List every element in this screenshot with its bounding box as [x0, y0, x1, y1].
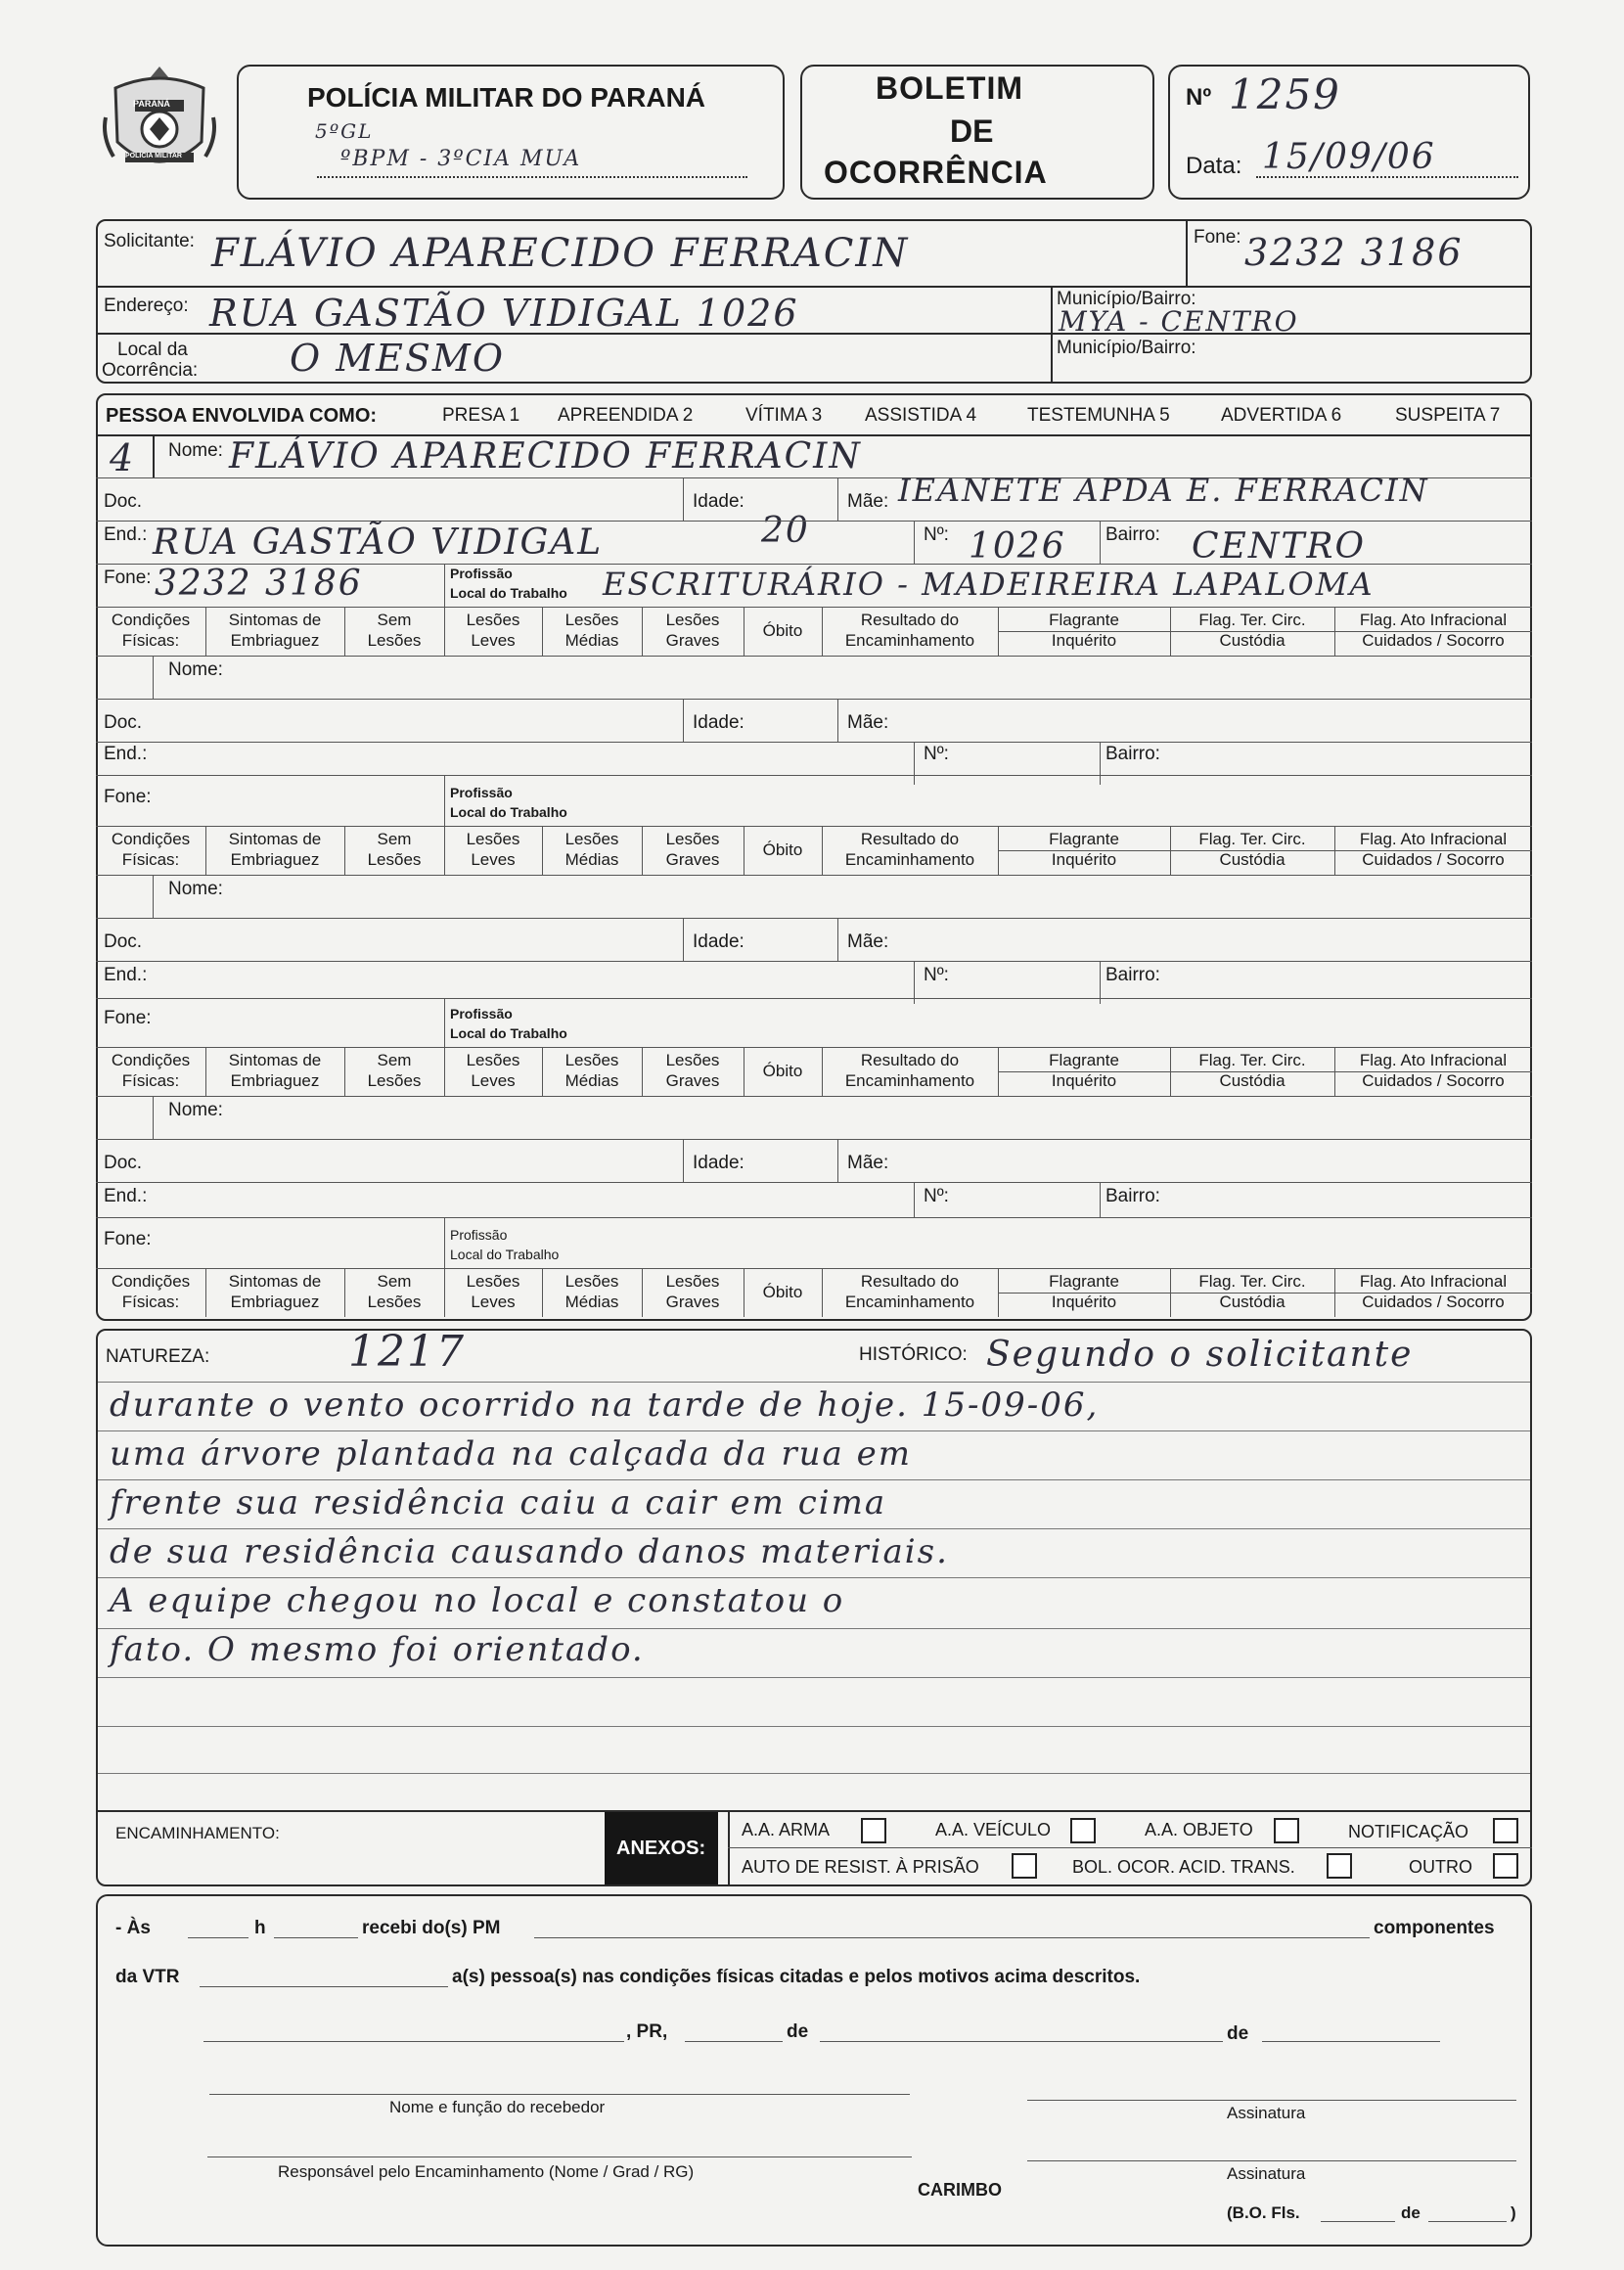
sem-lesoes-label: Sem — [377, 1272, 412, 1291]
lesoes-leves-cell — [444, 610, 542, 651]
flagrante-inquerito-cell — [998, 1050, 1170, 1091]
role-advertida: ADVERTIDA 6 — [1221, 405, 1342, 426]
person3-fone-label: Fone: — [104, 1008, 152, 1028]
person2-doc-label: Doc. — [104, 712, 143, 733]
resultado-encaminhamento-label: Resultado do — [860, 1051, 960, 1069]
person4-nome-label: Nome: — [168, 1100, 223, 1120]
historico-line-6: fato. O mesmo foi orientado. — [110, 1630, 645, 1669]
lesoes-graves-label-2: Graves — [665, 1071, 720, 1090]
person4-profissao-label: Profissão — [450, 1227, 508, 1243]
lesoes-graves-cell — [642, 610, 744, 651]
role-apreendida: APREENDIDA 2 — [558, 405, 694, 426]
condicoes-fisicas-label-2: Físicas: — [121, 1293, 180, 1311]
person3-nome-label: Nome: — [168, 879, 223, 899]
sem-lesoes-label: Sem — [377, 830, 412, 848]
person4-mae-label: Mãe: — [847, 1153, 889, 1173]
receipt-pr: , PR, — [626, 2021, 668, 2042]
person3-end-label: End.: — [104, 965, 148, 985]
condicoes-fisicas-label-2: Físicas: — [121, 1071, 180, 1090]
sem-lesoes-cell — [344, 1271, 444, 1312]
receipt-assinatura1: Assinatura — [1227, 2104, 1306, 2122]
resultado-encaminhamento-label: Resultado do — [860, 1272, 960, 1291]
condicoes-fisicas-label: Condições — [111, 830, 191, 848]
local-value: O MESMO — [290, 337, 505, 380]
lesoes-medias-label-2: Médias — [564, 850, 619, 869]
sem-lesoes-label-2: Lesões — [367, 850, 422, 869]
obito-cell — [744, 620, 822, 641]
unit-handwritten-2: ºBPM - 3ºCIA MUA — [340, 147, 582, 171]
person1-numero-label: Nº: — [924, 524, 949, 545]
flag-ato-cuidados-cell — [1334, 1271, 1532, 1312]
condicoes-fisicas-label: Condições — [111, 1272, 191, 1291]
lesoes-leves-label: Lesões — [466, 1272, 520, 1291]
historico-line-1: durante o vento ocorrido na tarde de hoje. 15-09-06, — [110, 1385, 1100, 1425]
anexo-notificacao-checkbox[interactable] — [1493, 1818, 1518, 1843]
sem-lesoes-label: Sem — [377, 1051, 412, 1069]
resultado-encaminhamento-cell — [822, 1050, 998, 1091]
flagrante-inquerito-label: Flagrante — [1049, 830, 1119, 848]
historico-line-2: uma árvore plantada na calçada da rua em — [110, 1434, 912, 1474]
lesoes-graves-label: Lesões — [665, 830, 720, 848]
person4-end-label: End.: — [104, 1186, 148, 1206]
lesoes-medias-cell — [542, 610, 642, 651]
solicitante-label: Solicitante: — [104, 231, 195, 251]
anexo-arma-label: A.A. ARMA — [742, 1820, 831, 1839]
lesoes-medias-cell — [542, 1050, 642, 1091]
condicoes-fisicas-cell — [96, 1271, 205, 1312]
person1-profissao-label: Profissão — [450, 566, 513, 581]
lesoes-medias-label: Lesões — [564, 830, 619, 848]
lesoes-leves-label-2: Leves — [471, 1293, 516, 1311]
flagrante-inquerito-label: Flagrante — [1049, 1272, 1119, 1291]
sem-lesoes-cell — [344, 610, 444, 651]
person2-local-trabalho-label: Local do Trabalho — [450, 804, 567, 820]
person3-numero-label: Nº: — [924, 965, 949, 985]
municipio-value: MYA - CENTRO — [1059, 305, 1299, 338]
receipt-da-vtr: da VTR — [115, 1967, 180, 1987]
condicoes-fisicas-cell — [96, 829, 205, 870]
flag-ato-cuidados-label-2: Cuidados / Socorro — [1362, 1293, 1505, 1311]
sintomas-embriaguez-cell — [205, 610, 344, 651]
receipt-bo-close: ) — [1511, 2203, 1516, 2222]
obito-cell — [744, 1061, 822, 1081]
resultado-encaminhamento-cell — [822, 1271, 998, 1312]
natureza-label: NATUREZA: — [106, 1346, 210, 1367]
role-vitima: VÍTIMA 3 — [745, 405, 823, 426]
flagrante-inquerito-label: Flagrante — [1049, 1051, 1119, 1069]
flag-ter-custodia-cell — [1170, 1271, 1334, 1312]
doc-title-1: BOLETIM — [876, 70, 1023, 106]
condicoes-fisicas-cell — [96, 610, 205, 651]
receipt-recebi: recebi do(s) PM — [362, 1918, 501, 1938]
person4-numero-label: Nº: — [924, 1186, 949, 1206]
person1-nome-value: FLÁVIO APARECIDO FERRACIN — [229, 436, 862, 477]
lesoes-leves-cell — [444, 1271, 542, 1312]
date-value: 15/09/06 — [1262, 137, 1436, 177]
anexos-title: ANEXOS: — [616, 1838, 706, 1859]
person2-nome-label: Nome: — [168, 659, 223, 680]
flagrante-inquerito-cell — [998, 610, 1170, 651]
obito-label: Óbito — [762, 621, 803, 640]
anexo-notificacao-label: NOTIFICAÇÃO — [1348, 1822, 1469, 1841]
endereco-label: Endereço: — [104, 295, 189, 316]
person1-bairro-label: Bairro: — [1105, 524, 1160, 545]
person1-local-trabalho-label: Local do Trabalho — [450, 585, 567, 601]
flagrante-inquerito-label: Flagrante — [1049, 611, 1119, 629]
solicitante-fone-label: Fone: — [1194, 227, 1241, 248]
receipt-bo-fls: (B.O. Fls. — [1227, 2203, 1300, 2222]
person4-idade-label: Idade: — [693, 1153, 744, 1173]
anexo-outro-checkbox[interactable] — [1493, 1853, 1518, 1879]
receipt-box — [96, 1894, 1532, 2247]
person2-bairro-label: Bairro: — [1105, 744, 1160, 764]
resultado-encaminhamento-cell — [822, 610, 998, 651]
sem-lesoes-label-2: Lesões — [367, 1071, 422, 1090]
seal-top-text: PARANÁ — [133, 99, 170, 109]
condicoes-fisicas-cell — [96, 1050, 205, 1091]
person1-code: 4 — [110, 436, 136, 479]
lesoes-leves-label-2: Leves — [471, 631, 516, 650]
obito-cell — [744, 1282, 822, 1302]
receipt-carimbo: CARIMBO — [918, 2180, 1002, 2200]
person4-doc-label: Doc. — [104, 1153, 143, 1173]
endereco-value: RUA GASTÃO VIDIGAL 1026 — [209, 292, 799, 335]
sintomas-embriaguez-cell — [205, 1271, 344, 1312]
lesoes-medias-label-2: Médias — [564, 1293, 619, 1311]
flag-ter-custodia-label: Flag. Ter. Circ. — [1198, 1051, 1306, 1069]
receipt-componentes: componentes — [1374, 1918, 1495, 1938]
resultado-encaminhamento-label-2: Encaminhamento — [844, 1071, 975, 1090]
resultado-encaminhamento-label-2: Encaminhamento — [844, 850, 975, 869]
person3-doc-label: Doc. — [104, 931, 143, 952]
historico-line-4: de sua residência causando danos materiais. — [110, 1532, 949, 1571]
condicoes-fisicas-label-2: Físicas: — [121, 850, 180, 869]
receipt-assinatura2: Assinatura — [1227, 2164, 1306, 2183]
person2-profissao-label: Profissão — [450, 785, 513, 800]
obito-label: Óbito — [762, 1062, 803, 1080]
person1-fone-label: Fone: — [104, 568, 152, 588]
person1-numero-value: 1026 — [969, 526, 1066, 567]
solicitante-value: FLÁVIO APARECIDO FERRACIN — [211, 231, 910, 276]
sintomas-embriaguez-label-2: Embriaguez — [230, 631, 320, 650]
person1-nome-label: Nome: — [168, 440, 223, 461]
person2-fone-label: Fone: — [104, 787, 152, 807]
resultado-encaminhamento-label: Resultado do — [860, 611, 960, 629]
sem-lesoes-label: Sem — [377, 611, 412, 629]
role-suspeita: SUSPEITA 7 — [1395, 405, 1501, 426]
anexo-bol-ocor-label: BOL. OCOR. ACID. TRANS. — [1072, 1857, 1295, 1877]
receipt-h: h — [254, 1918, 266, 1938]
sem-lesoes-cell — [344, 829, 444, 870]
person1-end-value: RUA GASTÃO VIDIGAL — [153, 522, 604, 563]
condicoes-fisicas-label: Condições — [111, 1051, 191, 1069]
flag-ter-custodia-cell — [1170, 610, 1334, 651]
sintomas-embriaguez-label-2: Embriaguez — [230, 1293, 320, 1311]
resultado-encaminhamento-label: Resultado do — [860, 830, 960, 848]
anexo-objeto-label: A.A. OBJETO — [1145, 1820, 1253, 1839]
receipt-de2: de — [1227, 2023, 1249, 2044]
anexo-veiculo-checkbox[interactable] — [1070, 1818, 1096, 1843]
lesoes-graves-cell — [642, 829, 744, 870]
flag-ter-custodia-label: Flag. Ter. Circ. — [1198, 1272, 1306, 1291]
flagrante-inquerito-cell — [998, 1271, 1170, 1312]
solicitante-fone-value: 3232 3186 — [1244, 231, 1464, 274]
lesoes-graves-label-2: Graves — [665, 1293, 720, 1311]
anexo-objeto-checkbox[interactable] — [1274, 1818, 1299, 1843]
sintomas-embriaguez-label: Sintomas de — [228, 1051, 322, 1069]
sem-lesoes-cell — [344, 1050, 444, 1091]
flag-ato-cuidados-label-2: Cuidados / Socorro — [1362, 850, 1505, 869]
lesoes-graves-label: Lesões — [665, 1272, 720, 1291]
lesoes-medias-label-2: Médias — [564, 1071, 619, 1090]
resultado-encaminhamento-label-2: Encaminhamento — [844, 1293, 975, 1311]
person1-bairro-value: CENTRO — [1192, 526, 1366, 567]
municipio2-label: Município/Bairro: — [1057, 338, 1196, 358]
flag-ter-custodia-label-2: Custódia — [1219, 850, 1286, 869]
number-value: 1259 — [1229, 70, 1341, 118]
number-label: Nº — [1186, 84, 1212, 111]
sintomas-embriaguez-label: Sintomas de — [228, 830, 322, 848]
lesoes-medias-label-2: Médias — [564, 631, 619, 650]
lesoes-leves-cell — [444, 1050, 542, 1091]
sintomas-embriaguez-cell — [205, 1050, 344, 1091]
role-assistida: ASSISTIDA 4 — [865, 405, 977, 426]
role-testemunha: TESTEMUNHA 5 — [1027, 405, 1170, 426]
anexo-outro-label: OUTRO — [1409, 1857, 1472, 1877]
lesoes-graves-cell — [642, 1050, 744, 1091]
lesoes-graves-label: Lesões — [665, 611, 720, 629]
person1-mae-value: IEANETE APDA E. FERRACIN — [898, 472, 1429, 509]
lesoes-leves-label: Lesões — [466, 830, 520, 848]
pessoa-title: PESSOA ENVOLVIDA COMO: — [106, 405, 378, 427]
natureza-value: 1217 — [348, 1327, 466, 1377]
person1-end-label: End.: — [104, 524, 148, 545]
historico-first: Segundo o solicitante — [986, 1335, 1414, 1375]
flag-ato-cuidados-label: Flag. Ato Infracional — [1359, 611, 1508, 629]
person1-doc-label: Doc. — [104, 491, 143, 512]
sem-lesoes-label-2: Lesões — [367, 631, 422, 650]
flag-ter-custodia-label-2: Custódia — [1219, 1071, 1286, 1090]
lesoes-leves-cell — [444, 829, 542, 870]
anexo-veiculo-label: A.A. VEÍCULO — [935, 1820, 1052, 1839]
receipt-responsavel: Responsável pelo Encaminhamento (Nome / Grad / RG) — [278, 2162, 695, 2181]
flag-ato-cuidados-label-2: Cuidados / Socorro — [1362, 631, 1505, 650]
sintomas-embriaguez-label: Sintomas de — [228, 611, 322, 629]
person3-profissao-label: Profissão — [450, 1006, 513, 1022]
flag-ter-custodia-label-2: Custódia — [1219, 631, 1286, 650]
flag-ter-custodia-label-2: Custódia — [1219, 1293, 1286, 1311]
receipt-nome-funcao: Nome e função do recebedor — [389, 2098, 606, 2116]
obito-label: Óbito — [762, 840, 803, 859]
anexo-auto-resist-label: AUTO DE RESIST. À PRISÃO — [742, 1857, 979, 1877]
lesoes-medias-cell — [542, 1271, 642, 1312]
lesoes-graves-cell — [642, 1271, 744, 1312]
resultado-encaminhamento-cell — [822, 829, 998, 870]
sem-lesoes-label-2: Lesões — [367, 1293, 422, 1311]
flagrante-inquerito-label-2: Inquérito — [1051, 631, 1117, 650]
org-title: POLÍCIA MILITAR DO PARANÁ — [307, 82, 706, 113]
lesoes-medias-label: Lesões — [564, 611, 619, 629]
person1-profissao-value: ESCRITURÁRIO - MADEIREIRA LAPALOMA — [603, 566, 1375, 603]
lesoes-graves-label-2: Graves — [665, 631, 720, 650]
flag-ato-cuidados-cell — [1334, 610, 1532, 651]
person3-local-trabalho-label: Local do Trabalho — [450, 1025, 567, 1041]
obito-label: Óbito — [762, 1283, 803, 1301]
flagrante-inquerito-label-2: Inquérito — [1051, 1071, 1117, 1090]
municipio-label: Município/Bairro: — [1057, 289, 1196, 309]
person3-bairro-label: Bairro: — [1105, 965, 1160, 985]
historico-line-3: frente sua residência caiu a cair em cima — [110, 1483, 887, 1522]
local-label-2: Ocorrência: — [102, 360, 199, 381]
flag-ato-cuidados-label: Flag. Ato Infracional — [1359, 830, 1508, 848]
flagrante-inquerito-cell — [998, 829, 1170, 870]
receipt-bo-de: de — [1401, 2203, 1421, 2222]
seal-bottom-text: POLÍCIA MILITAR — [125, 153, 182, 159]
person1-idade-value: 20 — [761, 511, 810, 551]
flag-ato-cuidados-label-2: Cuidados / Socorro — [1362, 1071, 1505, 1090]
person4-fone-label: Fone: — [104, 1229, 152, 1249]
encaminhamento-label: ENCAMINHAMENTO: — [115, 1824, 280, 1842]
person4-bairro-label: Bairro: — [1105, 1186, 1160, 1206]
receipt-as: - Às — [115, 1918, 151, 1938]
flagrante-inquerito-label-2: Inquérito — [1051, 850, 1117, 869]
condicoes-fisicas-label: Condições — [111, 611, 191, 629]
role-presa: PRESA 1 — [442, 405, 520, 426]
flagrante-inquerito-label-2: Inquérito — [1051, 1293, 1117, 1311]
lesoes-leves-label-2: Leves — [471, 1071, 516, 1090]
lesoes-medias-cell — [542, 829, 642, 870]
sintomas-embriaguez-label: Sintomas de — [228, 1272, 322, 1291]
anexo-auto-resist-checkbox[interactable] — [1012, 1853, 1037, 1879]
flag-ter-custodia-label: Flag. Ter. Circ. — [1198, 611, 1306, 629]
lesoes-leves-label-2: Leves — [471, 850, 516, 869]
lesoes-graves-label: Lesões — [665, 1051, 720, 1069]
person1-mae-label: Mãe: — [847, 491, 889, 512]
historico-label: HISTÓRICO: — [859, 1344, 968, 1365]
person2-idade-label: Idade: — [693, 712, 744, 733]
person3-idade-label: Idade: — [693, 931, 744, 952]
person1-fone-value: 3232 3186 — [155, 564, 363, 604]
flag-ato-cuidados-label: Flag. Ato Infracional — [1359, 1272, 1508, 1291]
receipt-de1: de — [787, 2021, 809, 2042]
flag-ato-cuidados-cell — [1334, 1050, 1532, 1091]
flag-ato-cuidados-cell — [1334, 829, 1532, 870]
lesoes-medias-label: Lesões — [564, 1272, 619, 1291]
person1-idade-label: Idade: — [693, 491, 744, 512]
historico-line-5: A equipe chegou no local e constatou o — [110, 1581, 845, 1620]
anexo-arma-checkbox[interactable] — [861, 1818, 886, 1843]
police-seal-icon — [96, 59, 223, 186]
person2-end-label: End.: — [104, 744, 148, 764]
lesoes-graves-label-2: Graves — [665, 850, 720, 869]
flag-ter-custodia-cell — [1170, 829, 1334, 870]
sintomas-embriaguez-label-2: Embriaguez — [230, 1071, 320, 1090]
unit-handwritten-1: 5ºGL — [315, 119, 374, 143]
flag-ter-custodia-cell — [1170, 1050, 1334, 1091]
person2-numero-label: Nº: — [924, 744, 949, 764]
lesoes-leves-label: Lesões — [466, 1051, 520, 1069]
doc-title-3: OCORRÊNCIA — [824, 155, 1048, 190]
lesoes-leves-label: Lesões — [466, 611, 520, 629]
lesoes-medias-label: Lesões — [564, 1051, 619, 1069]
doc-title-2: DE — [950, 114, 994, 149]
date-label: Data: — [1186, 153, 1242, 179]
person2-mae-label: Mãe: — [847, 712, 889, 733]
flag-ter-custodia-label: Flag. Ter. Circ. — [1198, 830, 1306, 848]
sintomas-embriaguez-label-2: Embriaguez — [230, 850, 320, 869]
receipt-pessoas-text: a(s) pessoa(s) nas condições físicas citadas e pelos motivos acima descritos. — [452, 1967, 1141, 1987]
anexo-bol-ocor-checkbox[interactable] — [1327, 1853, 1352, 1879]
person4-local-trabalho-label: Local do Trabalho — [450, 1247, 560, 1262]
condicoes-fisicas-label-2: Físicas: — [121, 631, 180, 650]
local-label-1: Local da — [117, 340, 188, 360]
person3-mae-label: Mãe: — [847, 931, 889, 952]
obito-cell — [744, 840, 822, 860]
sintomas-embriaguez-cell — [205, 829, 344, 870]
resultado-encaminhamento-label-2: Encaminhamento — [844, 631, 975, 650]
flag-ato-cuidados-label: Flag. Ato Infracional — [1359, 1051, 1508, 1069]
